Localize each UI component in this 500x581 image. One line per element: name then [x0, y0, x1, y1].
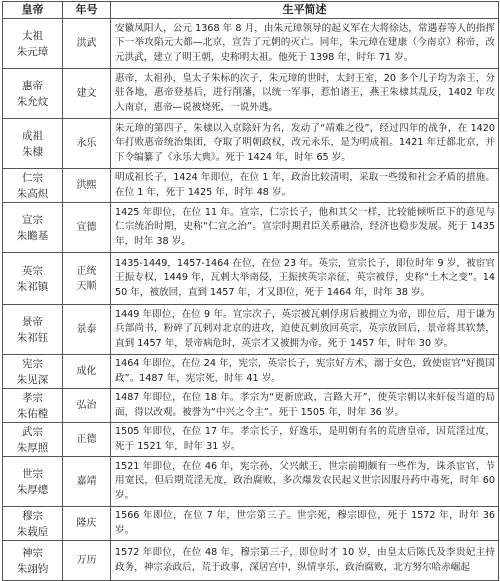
personal-name: 朱祁镇 [16, 280, 49, 293]
emperor-cell [3, 305, 63, 355]
era-name: 正德 [76, 434, 97, 445]
table-header-row [3, 2, 499, 19]
temple-name: 孝宗 [22, 391, 43, 404]
table-row [3, 253, 499, 305]
table-row [3, 423, 499, 457]
emperor-table-container [2, 1, 498, 581]
bio-cell: 惠帝，太祖孙，皇太子朱标的次子，朱元璋的世时，太封王室，20 多个儿子均为亲王，分驻各地，惠帝登基后，进行削藩，以统一军事，惹怕诸王，燕王朱棣其乱反，1402 年攻入南京，惠帝—说被烧死，一说外逃。 [111, 69, 499, 119]
era-cell [63, 203, 111, 253]
header-era: 年号 [63, 2, 111, 19]
bio-cell: 1487 年即位，在位 18 年。孝宗为“更新庶政，言路大开”，使英宗朝以来奸佞当道的局面，得以改观。被誉为“中兴之令主”。死于 1505 年，时年 36 岁。 [111, 389, 499, 423]
emperor-cell [3, 169, 63, 203]
header-bio: 生平简述 [111, 2, 499, 19]
bio-cell: 1449 年即位，在位 9 年。宣宗次子，英宗被瓦剌俘虏后被拥立为帝，即位后，用于谦为兵部尚书，粉碎了瓦剌对北京的进攻，迫使瓦剌放回英宗，英宗放回后，景帝将其软禁，直到 1457 年，景帝病危时，英宗才又被拥为帝。死于 1457 年，时年 30 岁。 [111, 305, 499, 355]
table-row [3, 119, 499, 169]
era-name: 洪武 [76, 38, 97, 49]
temple-name: 仁宗 [22, 171, 43, 184]
era-name: 弘治 [76, 400, 97, 411]
era-name: 宣德 [76, 222, 97, 233]
emperor-cell [3, 69, 63, 119]
era-name: 景泰 [76, 324, 97, 335]
personal-name: 朱瞻基 [16, 229, 49, 242]
era-cell [63, 355, 111, 389]
temple-name: 穆宗 [22, 509, 43, 522]
ming-emperors-table [2, 1, 499, 581]
bio-cell: 1435-1449，1457-1464 在位，在位 23 年。英宗，宣宗长子，即位时年 9 岁，被宦官王振专权，1449 年，瓦剌大举南侵，王振挟英宗亲征，英宗被俘，史称“土木之变”。1450 年，被放回，直到 1457 年，才又即位，死于 1464 年，时年 38 岁。 [111, 253, 499, 305]
era-name: 隆庆 [76, 518, 97, 529]
emperor-cell [3, 19, 63, 69]
personal-name: 朱厚熜 [16, 483, 49, 496]
table-row [3, 507, 499, 541]
emperor-cell [3, 457, 63, 507]
table-row [3, 169, 499, 203]
temple-name: 惠帝 [22, 79, 43, 92]
bio-cell: 安徽凤阳人，公元 1368 年 8 月，由朱元璋领导的起义军在大将徐达，常遇春等人的指挥下一举攻陷元大都—北京，宣告了元朝的灭亡。同年，朱元璋在建康（今南京）称帝，改元洪武，建立了明王朝，史称明太祖。他死于 1398 年，时年 71 岁。 [111, 19, 499, 69]
emperor-cell [3, 253, 63, 305]
era-cell [63, 507, 111, 541]
header-emperor: 皇帝 [3, 2, 63, 19]
personal-name: 朱厚照 [16, 441, 49, 454]
temple-name: 景帝 [22, 315, 43, 328]
bio-cell: 1566 年即位，在位 7 年，世宗第三子。世宗死，穆宗即位，死于 1572 年，时年 36 岁。 [111, 507, 499, 541]
table-row [3, 355, 499, 389]
era-name: 洪熙 [76, 180, 97, 191]
era-name: 嘉靖 [76, 476, 97, 487]
table-row [3, 19, 499, 69]
era-name: 万历 [76, 555, 97, 566]
personal-name: 朱翊钧 [16, 562, 49, 575]
table-row [3, 389, 499, 423]
era-name: 永乐 [76, 138, 97, 149]
personal-name: 朱见深 [16, 373, 49, 386]
personal-name: 朱载垕 [16, 525, 49, 538]
emperor-cell [3, 355, 63, 389]
emperor-cell [3, 423, 63, 457]
era-name: 成化 [76, 366, 97, 377]
era-cell [63, 69, 111, 119]
personal-name: 朱祁钰 [16, 331, 49, 344]
temple-name: 神宗 [22, 546, 43, 559]
personal-name: 朱佑樘 [16, 407, 49, 420]
bio-cell: 1521 年即位，在位 46 年，宪宗孙，父兴献王，世宗前期颇有一些作为，诛杀宦官，节用宽民，但后期荒淫无度，政治腐败，多次爆发农民起义世宗因服丹药中毒死，时年 60 岁。 [111, 457, 499, 507]
personal-name: 朱允炆 [16, 95, 49, 108]
bio-cell: 1572 年即位，在位 48 年，穆宗第三子，即位时才 10 岁，由皇太后陈氏及李贵妃主持政务，神宗亲政后，荒于政事，深居宫中，纵情享乐，政治腐败，北方努尔哈赤崛起 [111, 541, 499, 581]
emperor-cell [3, 119, 63, 169]
temple-name: 英宗 [22, 264, 43, 277]
temple-name: 世宗 [22, 467, 43, 480]
era-cell [63, 389, 111, 423]
bio-cell: 1505 年即位，在位 17 年。孝宗长子，好逸乐，是明朝有名的荒唐皇帝，因荒淫过度，死于 1521 年，时年 31 岁。 [111, 423, 499, 457]
emperor-cell [3, 507, 63, 541]
personal-name: 朱元璋 [16, 45, 49, 58]
personal-name: 朱高炽 [16, 187, 49, 200]
table-row [3, 457, 499, 507]
era-name-second: 天顺 [76, 280, 97, 292]
temple-name: 太祖 [22, 29, 43, 42]
table-row [3, 69, 499, 119]
era-cell [63, 119, 111, 169]
bio-cell: 1425 年即位，在位 11 年。宣宗，仁宗长子，他和其父一样，比较能倾听臣下的意见与仁宗统治时期，史称“仁宣之治”。宣宗时期君臣关系融洽，经济也稳步发展。死于 1435 年，时年 38 岁。 [111, 203, 499, 253]
era-cell [63, 169, 111, 203]
emperor-cell [3, 389, 63, 423]
era-cell [63, 19, 111, 69]
era-name: 建文 [76, 88, 97, 99]
era-cell [63, 253, 111, 305]
bio-cell: 1464 年即位，在位 24 年，宪宗，英宗长子，宪宗好方术，溺于女色，致使宦官“好揽国政”。1487 年，宪宗死，时年 41 岁。 [111, 355, 499, 389]
era-cell [63, 305, 111, 355]
era-cell [63, 457, 111, 507]
bio-cell: 明成祖长子，1424 年即位，在位 1 年，政治比较清明，采取一些缓和社会矛盾的措施。在位 1 年，死于 1425 年，时年 48 岁。 [111, 169, 499, 203]
era-name: 正统 [76, 265, 97, 277]
personal-name: 朱棣 [22, 145, 43, 158]
temple-name: 宣宗 [22, 213, 43, 226]
era-cell [63, 423, 111, 457]
bio-cell: 朱元璋的第四子，朱棣以入京除奸为名，发动了“靖难之役”，经过四年的战争，在 1420 年打败惠帝统治集团，夺取了明朝政权，改元永乐，是为明成祖。1421 年迁都北京，并下令编纂了《永乐大典》。死于 1424 年，时年 65 岁。 [111, 119, 499, 169]
table-row [3, 305, 499, 355]
temple-name: 宪宗 [22, 357, 43, 370]
emperor-cell [3, 203, 63, 253]
table-row [3, 203, 499, 253]
temple-name: 成祖 [22, 129, 43, 142]
temple-name: 武宗 [22, 425, 43, 438]
